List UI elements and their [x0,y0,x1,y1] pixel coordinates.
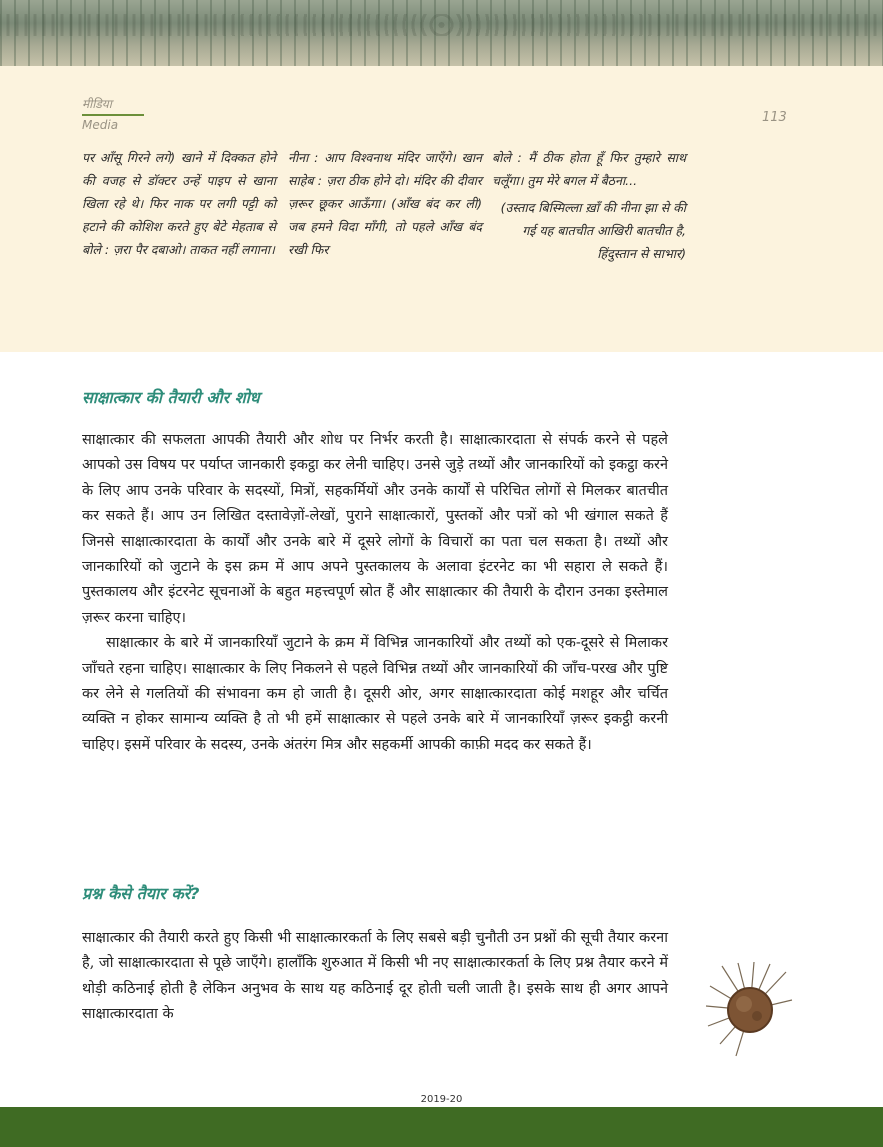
running-head-english: Media [82,118,119,132]
quote-column-1 [82,146,276,261]
shield-arrows-ornament [700,960,800,1060]
running-head-hindi: मीडिया [82,97,112,111]
paragraph: साक्षात्कार के बारे में जानकारियाँ जुटाने के क्रम में विभिन्न जानकारियों और तथ्यों को एक-दूसरे से मिलाकर जाँचते रहना चाहिए। साक्षात्कार के लिए निकलने से पहले विभिन्न तथ्यों और जानकारियों की जाँच-परख और पुष्टि कर लेने से गलतियों की संभावना कम हो जाती है। दूसरी ओर, अगर साक्षात्कारदाता कोई मशहूर और चर्चित व्यक्ति न होकर सामान्य व्यक्ति है तो भी हमें साक्षात्कार से पहले उनके बारे में जानकारियाँ ज़रूर इकट्ठी करनी चाहिए। इसमें परिवार के सदस्य, उनके अंतरंग मित्र और सहकर्मी आपकी काफ़ी मदद कर सकते हैं। [82,635,668,753]
quote-column-text: बोले : मैं ठीक होता हूँ फिर तुम्हारे साथ चलूँगा। तुम मेरे बगल में बैठना... [492,150,686,188]
footer-band [0,1107,883,1147]
section-heading-questions: प्रश्न कैसे तैयार करें? [82,884,200,903]
quote-source: (उस्ताद बिस्मिल्ला ख़ाँ की नीना झा से की गई यह बातचीत आखिरी बातचीत है, हिंदुस्तान से साभार) [500,200,686,261]
paragraph: साक्षात्कार की तैयारी करते हुए किसी भी साक्षात्कारकर्ता के लिए सबसे बड़ी चुनौती उन प्रश्नों की सूची तैयार करना है, जो साक्षात्कारदाता से पूछे जाएँगे। हालाँकि शुरुआत में किसी भी नए साक्षात्कारकर्ता के लिए प्रश्न तैयार करने में थोड़ी कठिनाई होती है लेकिन अनुभव के साथ यह कठिनाई दूर होती चली जाती है। इसके साथ ही अगर आपने साक्षात्कारदाता के [82,930,668,1023]
quote-column-text: पर आँसू गिरने लगे) खाने में दिक्कत होने की वजह से डॉक्टर उन्हें पाइप से खाना खिला रहे थे। फिर नाक पर लगी पट्टी को हटाने की कोशिश करते हुए बेटे मेहताब से बोले : ज़रा पैर दबाओ। ताकत नहीं लगाना। [82,150,276,257]
running-head [82,96,144,133]
page-number: 113 [762,110,787,125]
quote-column-text: नीना : आप विश्वनाथ मंदिर जाएँगे। खान साहेब : ज़रा ठीक होने दो। मंदिर की दीवार ज़रूर छूकर आऊँगा। (आँख बंद कर ली) जब हमने विदा माँगी, तो पहले आँख बंद रखी फिर [288,150,482,257]
paragraph: साक्षात्कार की सफलता आपकी तैयारी और शोध पर निर्भर करती है। साक्षात्कारदाता से संपर्क करने से पहले आपको उस विषय पर पर्याप्त जानकारी इकट्ठा कर लेनी चाहिए। उनसे जुड़े तथ्यों और जानकारियों को इकट्ठा करने के लिए आप उनके परिवार के सदस्यों, मित्रों, सहकर्मियों और उनके कार्यों से परिचित लोगों से मिलकर बातचीत कर सकते हैं। आप उन लिखित दस्तावेज़ों-लेखों, पुराने साक्षात्कारों, पुस्तकों और पत्रों को भी खंगाल सकते हैं जिनसे साक्षात्कारदाता के कार्यों और उनके बारे में दूसरे लोगों के विचारों का पता चल सकता है। तथ्यों और जानकारियों को जुटाने के इस क्रम में आप अपने पुस्तकालय के अलावा इंटरनेट का भी सहारा ले सकते हैं। पुस्तकालय और इंटरनेट सूचनाओं के बहुत महत्त्वपूर्ण स्रोत हैं और साक्षात्कार की तैयारी के दौरान उनका इस्तेमाल ज़रूर करना चाहिए। [82,432,668,626]
section-body-questions [82,926,668,1028]
footer-year: 2019-20 [420,1094,463,1105]
section-body-preparation [82,428,668,758]
section-heading-preparation: साक्षात्कार की तैयारी और शोध [82,388,260,407]
quote-column-2 [288,146,482,261]
running-head-rule [82,114,144,116]
quote-column-3 [492,146,686,265]
header-decorative-band [0,0,883,66]
